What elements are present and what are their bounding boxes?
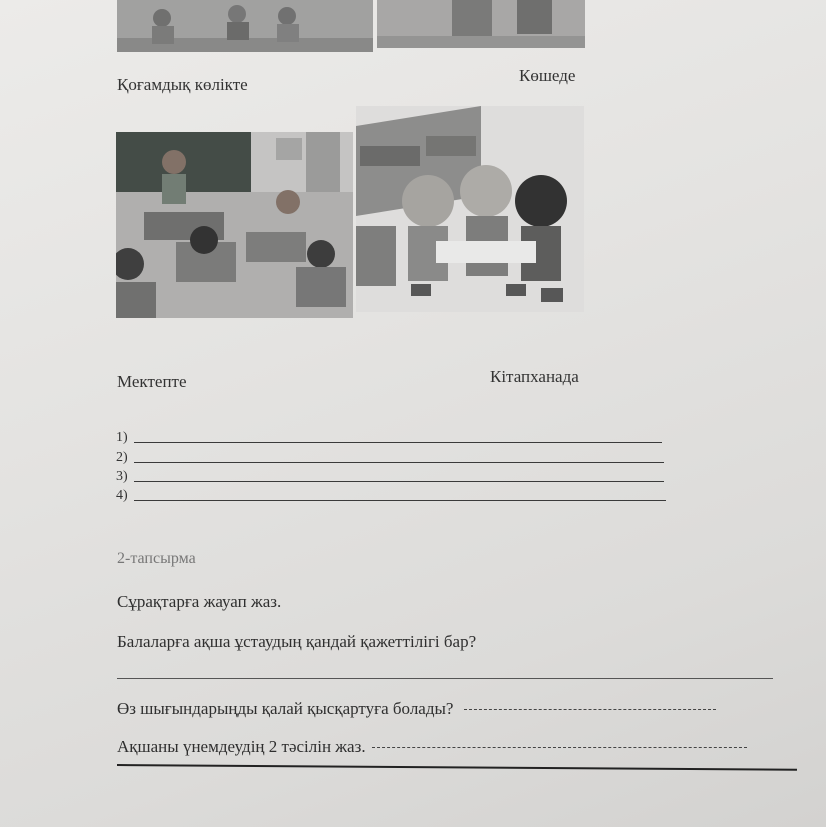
street-photo: [377, 0, 585, 48]
task2-title: 2-тапсырма: [117, 550, 196, 567]
answer-number-2: 2): [116, 450, 128, 465]
bus-illustration: [117, 0, 373, 52]
caption-transport: Қоғамдық көлікте: [117, 75, 248, 94]
answer-line-q3[interactable]: [117, 764, 797, 771]
street-illustration: [377, 0, 585, 48]
caption-street: Көшеде: [519, 66, 576, 85]
classroom-photo: [116, 132, 353, 318]
answer-line-q1[interactable]: [117, 678, 773, 679]
task2-instruction: Сұрақтарға жауап жаз.: [117, 592, 282, 611]
answer-number-4: 4): [116, 488, 128, 503]
question-2-row: [117, 699, 716, 719]
answer-number-1: 1): [116, 430, 128, 445]
library-photo: [356, 106, 584, 312]
answer-dashes-q2[interactable]: [464, 709, 716, 710]
question-2: Өз шығындарыңды қалай қысқартуға болады?: [117, 699, 454, 718]
answer-dashes-q3[interactable]: [372, 747, 747, 748]
answer-line-3[interactable]: [134, 481, 664, 482]
answer-line-2[interactable]: [134, 462, 664, 463]
answer-line-4[interactable]: [134, 500, 666, 501]
classroom-illustration: [116, 132, 353, 318]
library-illustration: [356, 106, 584, 312]
caption-school: Мектепте: [117, 372, 187, 391]
caption-library: Кітапханада: [490, 367, 579, 386]
answer-line-1[interactable]: [134, 442, 662, 443]
answer-number-3: 3): [116, 469, 128, 484]
question-3-row: [117, 737, 747, 757]
question-1: Балаларға ақша ұстаудың қандай қажеттілігі бар?: [117, 632, 477, 651]
question-3: Ақшаны үнемдеудің 2 тәсілін жаз.: [117, 737, 366, 756]
bus-photo: [117, 0, 373, 52]
